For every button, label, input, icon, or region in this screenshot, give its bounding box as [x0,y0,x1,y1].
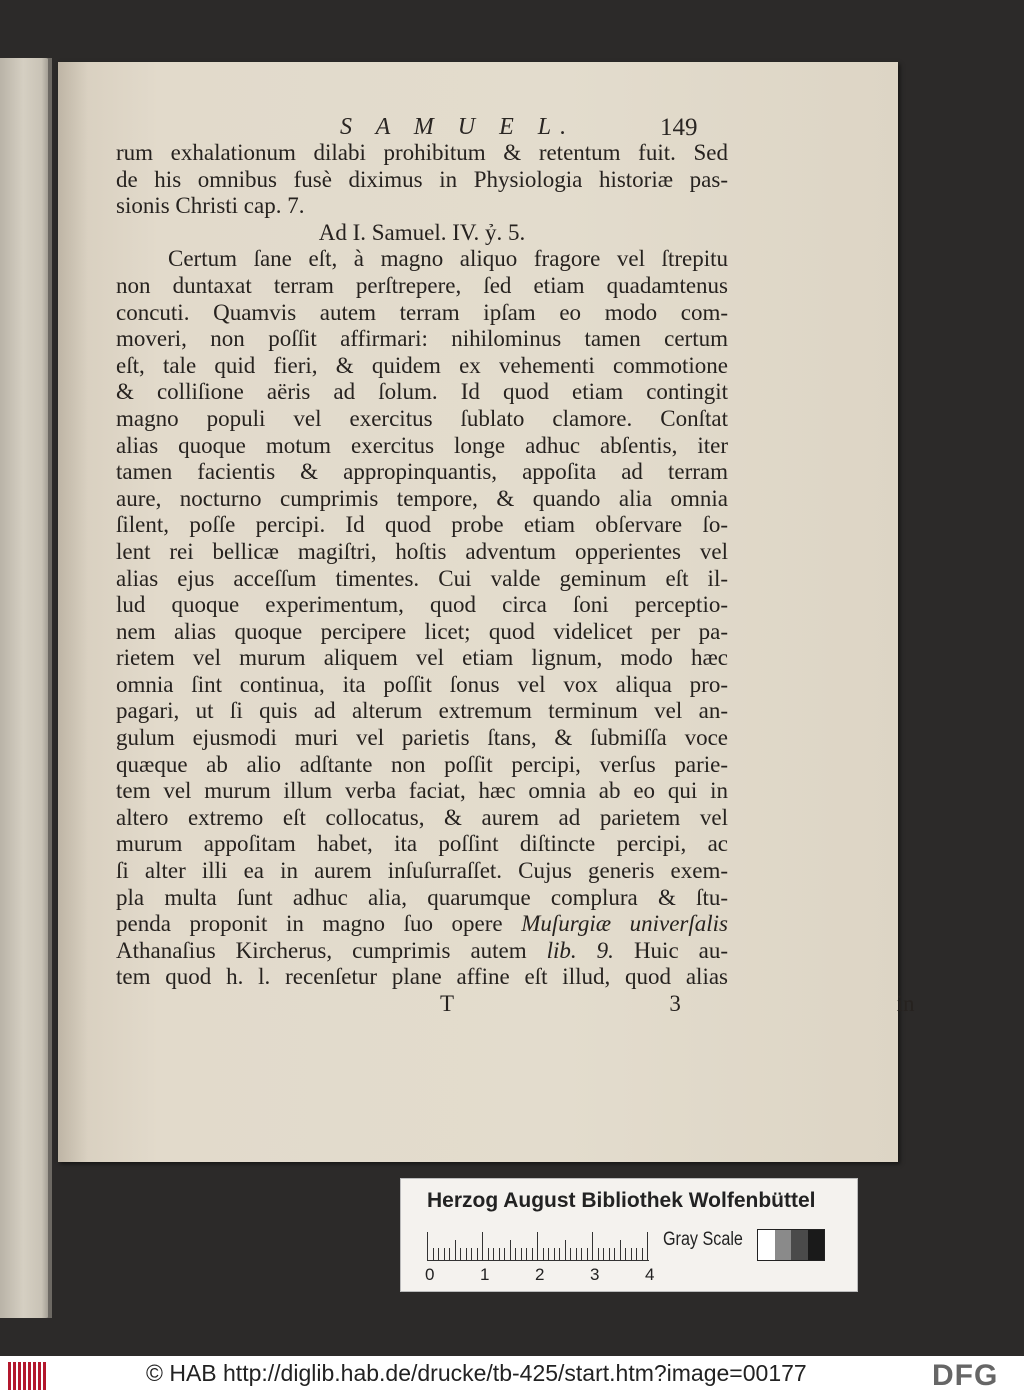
text-line: de his omnibus fusè diximus in Physiologia historiæ pas- [116,166,728,192]
ruler-tick [521,1248,522,1260]
ruler-tick [471,1248,472,1260]
previous-page-edge [0,58,52,1318]
text-line: nem alias quoque percipere licet; quod videlicet per pa- [116,618,728,644]
color-calibration-target [400,1178,858,1292]
ruler-tick [499,1248,500,1260]
text-line: lent rei bellicæ magiſtri, hoſtis adventum opperientes vel [116,538,728,564]
ruler-tick [526,1248,527,1260]
library-name: Herzog August Bibliothek Wolfenbüttel [427,1189,816,1212]
hab-logo-icon [8,1362,46,1390]
ruler-tick [543,1248,544,1260]
ruler-tick [620,1240,621,1260]
ruler-tick [581,1248,582,1260]
body-text [116,140,915,1018]
text-line: lud quoque experimentum, quod circa ſoni perceptio- [116,592,728,618]
ruler-tick [631,1248,632,1260]
text-line: eſt, tale quid fieri, & quidem ex vehementi commotione [116,352,728,378]
text-line: gulum ejusmodi muri vel parietis ſtans, & ſubmiſſa voce [116,725,728,751]
ruler-tick [477,1248,478,1260]
gray-swatch [775,1230,792,1260]
text-line: tamen facientis & appropinquantis, appoſita ad terram [116,459,728,485]
ruler-tick [559,1248,560,1260]
ruler-tick [625,1248,626,1260]
gray-swatch [791,1230,808,1260]
text-line-mixed [116,938,728,965]
ruler-tick [438,1248,439,1260]
text-line: tem vel murum illum verba faciat, hæc omnia ab eo qui in [116,778,728,804]
signature-catchword: T 3 in [440,991,915,1016]
text-line: pla multa ſunt adhuc alia, quarumque complura & ſtu- [116,884,728,910]
text-line: concuti. Quamvis autem terram ipſam eo modo com- [116,299,728,325]
ruler-tick [444,1248,445,1260]
text-line: murum appoſitam habet, ita poſſint diſtincte percipi, ac [116,831,728,857]
ruler-tick [515,1248,516,1260]
page-gutter-shadow [58,62,88,1162]
text-line: moveri, non poſſit affirmari: nihilominus tamen certum [116,326,728,352]
text-line-mixed [116,911,728,938]
copyright-url[interactable]: © HAB http://diglib.hab.de/drucke/tb-425/start.htm?image=00177 [146,1360,807,1386]
text-line: alias quoque motum exercitus longe adhuc abſentis, iter [116,432,728,458]
ruler-tick [565,1240,566,1260]
text-line: pagari, ut ſi quis ad alterum extremum terminum vel an- [116,698,728,724]
ruler-scale [427,1231,649,1261]
italic-reference: lib. 9. [546,937,614,963]
ruler-tick [433,1248,434,1260]
text-line: ſi alter illi ea in aurem inſuſurraſſet. Cujus generis exem- [116,858,728,884]
ruler-tick [642,1248,643,1260]
ruler-tick [510,1240,511,1260]
text-line: rum exhalationum dilabi prohibitum & retentum fuit. Sed [116,140,728,165]
dfg-logo: DFG [932,1359,999,1392]
text-line: alias ejus acceſſum timentes. Cui valde geminum eſt il- [116,565,728,591]
ruler-tick [636,1248,637,1260]
text-line: Certum ſane eſt, à magno aliquo fragore vel ſtrepitu [168,246,728,272]
ruler-tick [482,1232,483,1260]
ruler-tick [554,1248,555,1260]
text-run: Huic au- [633,937,729,963]
text-run: Athanaſius Kircherus, cumprimis autem [116,937,527,963]
text-line: aure, nocturno cumprimis tempore, & quando alia omnia [116,485,728,511]
ruler-number: 1 [480,1265,490,1284]
text-line: altero extremo eſt collocatus, & aurem ad parietem vel [116,804,728,830]
gray-swatch [758,1230,775,1260]
ruler-tick [532,1248,533,1260]
text-line: omnia ſint continua, ita poſſit ſonus vel vox aliqua pro- [116,671,728,697]
ruler-tick [449,1248,450,1260]
ruler-number: 0 [425,1265,435,1284]
ruler-number: 4 [645,1265,655,1284]
ruler-tick [603,1248,604,1260]
text-line: ſilent, poſſe percipi. Id quod probe etiam obſervare ſo- [116,512,728,538]
ruler-tick [592,1232,593,1260]
ruler-tick [587,1248,588,1260]
gray-scale-swatches [757,1229,825,1261]
ruler-tick [570,1248,571,1260]
running-head: S A M U E L. [340,114,576,140]
ruler-number: 3 [590,1265,600,1284]
gray-scale-label: Gray Scale [663,1229,743,1250]
ruler-number: 2 [535,1265,545,1284]
footer-bar [0,1356,1024,1396]
ruler-tick [460,1248,461,1260]
section-heading: Ad I. Samuel. IV. ỷ. 5. [318,219,526,245]
ruler-tick [614,1248,615,1260]
ruler-tick [493,1248,494,1260]
text-line: magno populi vel exercitus ſublato clamore. Conſtat [116,405,728,431]
text-line: rietem vel murum aliquem vel etiam lignum, modo hæc [116,645,728,671]
ruler-tick [504,1248,505,1260]
ruler-tick [598,1248,599,1260]
ruler-tick [647,1232,648,1260]
ruler-tick [576,1248,577,1260]
ruler-tick [466,1248,467,1260]
ruler-tick [537,1232,538,1260]
ruler-tick [488,1248,489,1260]
text-line: non duntaxat terram perſtrepere, ſed etiam quadamtenus [116,272,728,298]
ruler-tick [427,1232,428,1260]
ruler-tick [548,1248,549,1260]
text-line: tem quod h. l. recenſetur plane affine eſt illud, quod alias [116,964,728,990]
ruler-tick [609,1248,610,1260]
text-line: quæque ab alio adſtante non poſſit percipi, verſus parie- [116,751,728,777]
text-line: & colliſione aëris ad ſolum. Id quod etiam contingit [116,379,728,405]
italic-title: Muſurgiæ univerſalis [521,911,729,937]
gray-swatch [808,1230,825,1260]
ruler-tick [455,1240,456,1260]
text-line: sionis Christi cap. 7. [116,193,305,219]
text-run: penda proponit in magno ſuo opere [116,911,503,937]
page-number: 149 [660,114,698,141]
